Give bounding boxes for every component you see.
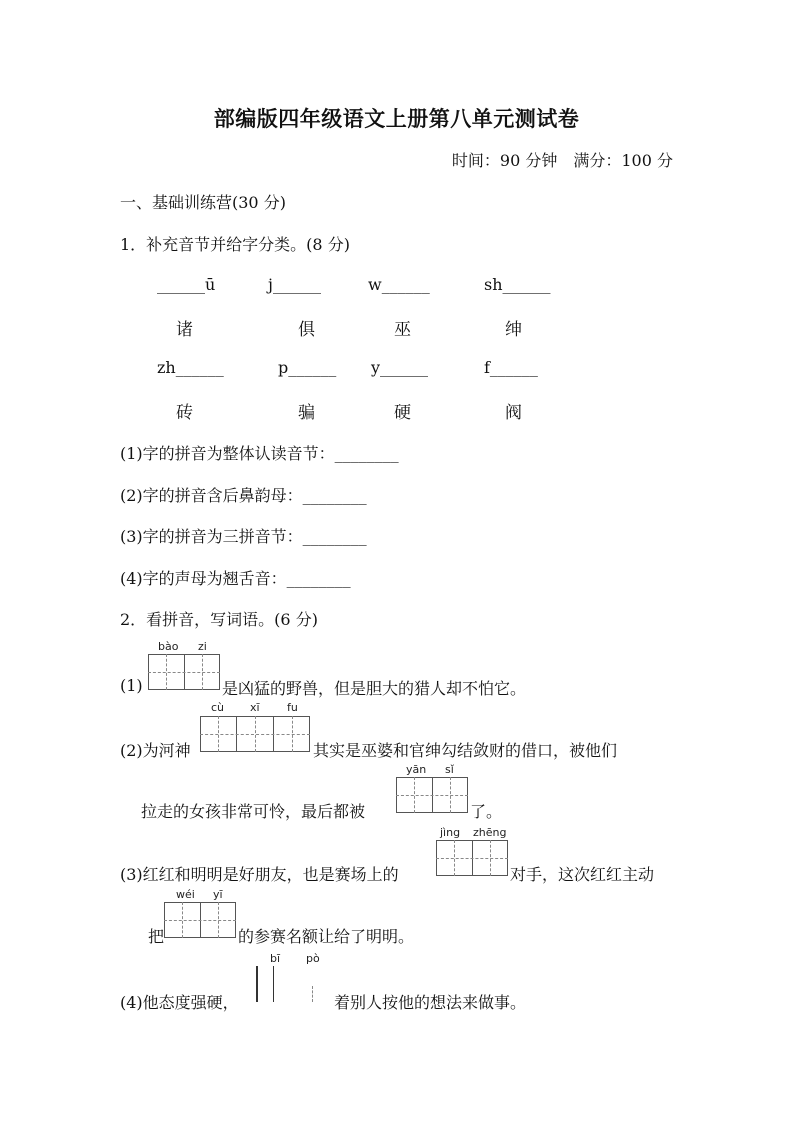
pinyin-blank[interactable]: y______ xyxy=(371,358,429,377)
writing-grid[interactable] xyxy=(436,840,508,876)
pinyin-hint: jìng xyxy=(440,826,461,839)
sub-question[interactable]: (4)字的声母为翘舌音：________ xyxy=(120,569,351,588)
page-title: 部编版四年级语文上册第八单元测试卷 xyxy=(213,107,580,131)
pinyin-hint: pò xyxy=(306,952,320,965)
section-heading: 一、基础训练营(30 分) xyxy=(120,193,286,212)
grid-guide xyxy=(414,777,415,813)
grid-guide xyxy=(454,840,455,876)
pinyin-hint: yān xyxy=(406,763,427,776)
grid-guide xyxy=(292,716,293,752)
pinyin-hint: bī xyxy=(270,952,281,965)
sentence-prefix: (2)为河神 xyxy=(120,741,191,760)
exam-time-info: 时间：90 分钟 满分：100 分 xyxy=(451,151,673,170)
grid-guide xyxy=(182,902,183,938)
grid-guide xyxy=(202,654,203,690)
sentence-suffix: 对手，这次红红主动 xyxy=(510,865,655,884)
pinyin-hint: zi xyxy=(198,640,207,653)
writing-grid[interactable] xyxy=(256,966,328,1002)
pinyin-hint: yī xyxy=(213,888,223,901)
pinyin-hint: zhēng xyxy=(473,826,507,839)
pinyin-hint: xī xyxy=(250,701,260,714)
grid-guide xyxy=(450,777,451,813)
character: 阀 xyxy=(505,403,522,423)
pinyin-hint: wéi xyxy=(176,888,195,901)
sentence-prefix: 把 xyxy=(148,927,165,946)
writing-grid[interactable] xyxy=(164,902,236,938)
sentence-prefix: (3)红红和明明是好朋友，也是赛场上的 xyxy=(120,865,399,884)
pinyin-blank[interactable]: sh______ xyxy=(484,275,551,294)
grid-guide xyxy=(164,920,236,921)
pinyin-blank[interactable]: zh______ xyxy=(157,358,224,377)
sentence-prefix: (1) xyxy=(120,676,143,695)
writing-grid[interactable] xyxy=(200,716,310,752)
grid-guide xyxy=(436,858,508,859)
pinyin-blank[interactable]: w______ xyxy=(368,275,430,294)
character: 绅 xyxy=(505,320,522,340)
character: 硬 xyxy=(394,403,411,423)
grid-guide xyxy=(255,716,256,752)
grid-guide xyxy=(396,795,468,796)
writing-grid[interactable] xyxy=(396,777,468,813)
sentence-prefix: 拉走的女孩非常可怜，最后都被 xyxy=(141,802,366,821)
character: 俱 xyxy=(298,320,315,340)
sub-question[interactable]: (2)字的拼音含后鼻韵母：________ xyxy=(120,486,367,505)
sub-question[interactable]: (3)字的拼音为三拼音节：________ xyxy=(120,527,367,546)
grid-guide xyxy=(312,986,313,1002)
sub-question[interactable]: (1)字的拼音为整体认读音节：________ xyxy=(120,444,399,463)
sentence-suffix: 着别人按他的想法来做事。 xyxy=(334,993,527,1012)
question-1-label: 1．补充音节并给字分类。(8 分) xyxy=(120,235,350,254)
character: 诸 xyxy=(176,320,193,340)
grid-guide xyxy=(218,716,219,752)
pinyin-blank[interactable]: p______ xyxy=(278,358,337,377)
character: 巫 xyxy=(394,320,411,340)
grid-guide xyxy=(166,654,167,690)
pinyin-hint: fu xyxy=(287,701,298,714)
pinyin-hint: cù xyxy=(211,701,225,714)
sentence-suffix: 的参赛名额让给了明明。 xyxy=(238,927,415,946)
sentence-suffix: 了。 xyxy=(470,802,503,821)
sentence-prefix: (4)他态度强硬， xyxy=(120,993,239,1012)
grid-border xyxy=(273,966,274,1002)
grid-guide xyxy=(490,840,491,876)
sentence-suffix: 其实是巫婆和官绅勾结敛财的借口，被他们 xyxy=(313,741,618,760)
grid-guide xyxy=(218,902,219,938)
character: 骗 xyxy=(298,403,315,423)
writing-grid[interactable] xyxy=(148,654,220,690)
question-2-label: 2．看拼音，写词语。(6 分) xyxy=(120,610,318,629)
grid-guide xyxy=(148,672,220,673)
pinyin-blank[interactable]: f______ xyxy=(484,358,538,377)
pinyin-blank[interactable]: j______ xyxy=(268,275,321,294)
pinyin-hint: bào xyxy=(158,640,179,653)
grid-border xyxy=(256,966,258,1002)
character: 砖 xyxy=(176,403,193,423)
pinyin-blank[interactable]: ______ū xyxy=(157,275,216,294)
sentence-suffix: 是凶猛的野兽，但是胆大的猎人却不怕它。 xyxy=(222,679,527,698)
pinyin-hint: sǐ xyxy=(445,763,454,776)
